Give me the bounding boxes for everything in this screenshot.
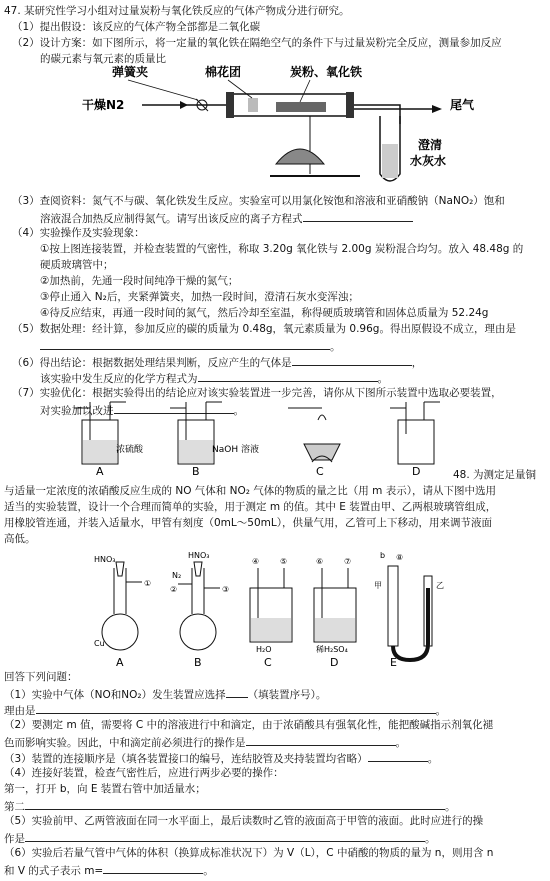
- q48-a4: （4）连接好装置，检查气密性后，应进行两步必要的操作：: [4, 767, 284, 779]
- q47-step4-2: ②加热前，先通一段时间纯净干燥的氮气；: [40, 275, 239, 287]
- letter-b: B: [192, 465, 200, 475]
- limewater-label-2: 水灰水: [410, 154, 447, 168]
- q48-a1-reason: 理由是 。: [4, 702, 446, 720]
- heating-setup-c-icon: [288, 408, 340, 462]
- letter-d-48: D: [330, 656, 339, 668]
- answer-blank-reason[interactable]: [40, 338, 330, 350]
- answer-blank-device[interactable]: [226, 686, 248, 698]
- port-5: ⑤: [280, 557, 288, 566]
- q47-intro: 47. 某研究性学习小组对过量炭粉与氧化铁反应的气体产物成分进行研究。: [4, 5, 350, 17]
- q47-step4: （4）实验操作及实验现象：: [12, 227, 145, 239]
- flask-b-icon: [178, 562, 220, 650]
- q48-a5-cont: 作是 。: [4, 830, 436, 848]
- letter-a-48: A: [116, 656, 124, 668]
- h2o-label: H₂O: [256, 645, 272, 654]
- port-7: ⑦: [344, 557, 352, 566]
- bottle-d-icon: [390, 402, 440, 464]
- q47-step7: （7）实验优化：根据实验得出的结论应对该实验装置进一步完善，请你从下图所示装置中选取必要装置，: [12, 387, 502, 399]
- q48-para-1: 与适量一定浓度的浓硝酸反应生成的 NO 气体和 NO₂ 气体的物质的量之比（用 m 表示），请从下图中选用: [4, 485, 496, 497]
- q48-para-4: 高低。: [4, 533, 36, 545]
- answer-blank-device-reason[interactable]: [36, 702, 436, 714]
- letter-a: A: [96, 465, 104, 475]
- tube-yi-label: 乙: [436, 581, 444, 590]
- limewater-label-1: 澄清: [418, 138, 443, 152]
- spring-clip-label: 弹簧夹: [112, 65, 149, 79]
- tube-jia-label: 甲: [374, 581, 382, 590]
- dry-n2-label: 干燥N2: [82, 98, 125, 112]
- q48-a2-cont: 色而影响实验。因此，中和滴定前必须进行的操作是 。: [4, 734, 406, 752]
- q48-para-2: 适当的实验装置，设计一个合理而简单的实验，用于测定 m 的值。其中 E 装置由甲、乙两根玻璃管组成，: [4, 501, 497, 513]
- answer-blank-pre-titration[interactable]: [246, 734, 396, 746]
- answer-blank-connection-order[interactable]: [368, 750, 428, 762]
- apparatus-figure-2: [60, 400, 460, 475]
- q48-answer-head: 回答下列问题：: [4, 671, 78, 683]
- q48-a4-first: 第一，打开 b，向 E 装置右管中加适量水；: [4, 783, 206, 795]
- q47-step2-cont: 的碳元素与氧元素的质量比: [40, 53, 166, 65]
- q48-a1: （1）实验中气体（NO和NO₂）发生装置应选择 （填装置序号）。: [4, 686, 326, 704]
- alcohol-lamp-icon: [276, 149, 324, 164]
- q47-step2: （2）设计方案：如下图所示，将一定量的氧化铁在隔绝空气的条件下与过量炭粉完全反应，测量参加反应: [12, 37, 502, 49]
- q48-head: 48. 为测定足量铜: [453, 469, 537, 481]
- port-2: ②: [170, 585, 178, 594]
- bottle-b-label: NaOH 溶液: [212, 445, 259, 455]
- port-8: ⑧: [396, 553, 404, 562]
- answer-blank-level-operation[interactable]: [25, 830, 425, 842]
- carbon-iron-oxide-label: 炭粉、氧化铁: [290, 65, 363, 79]
- answer-blank-m-expression[interactable]: [103, 862, 203, 874]
- q47-step4-3: ③停止通入 N₂后，夹紧弹簧夹，加热一段时间，澄清石灰水变浑浊；: [40, 291, 359, 303]
- answer-blank-gas[interactable]: [292, 354, 412, 366]
- flask-a-icon: [102, 562, 142, 650]
- q48-a6: （6）实验后若量气管中气体的体积（换算成标准状况下）为 V（L），C 中硝酸的物质的量为 n，则用含 n: [4, 847, 494, 859]
- q47-step7-cont: 对实验加以改进 。: [40, 402, 244, 420]
- letter-d: D: [412, 465, 421, 475]
- letter-c-48: C: [264, 656, 272, 668]
- bottle-a-label: 浓硫酸: [116, 445, 144, 455]
- answer-blank-ionic-equation[interactable]: [303, 210, 413, 222]
- q47-step3: （3）查阅资料：氮气不与碳、氧化铁发生反应。实验室可以用氯化铵饱和溶液和亚硝酸钠（NaNO₂）饱和: [12, 195, 505, 207]
- q48-a3: （3）装置的连接顺序是（填各装置接口的编号，连结胶管及夹持装置均省略） 。: [4, 750, 438, 768]
- q47-step1: （1）提出假设：该反应的气体产物全部都是二氧化碳: [12, 21, 261, 33]
- n2-label: N₂: [172, 571, 182, 580]
- bottle-d-48-icon: [314, 568, 356, 642]
- q47-step5-blank-line: 。: [40, 338, 341, 356]
- port-4: ④: [252, 557, 260, 566]
- valve-b-label: b: [380, 551, 386, 560]
- letter-e-48: E: [390, 656, 397, 668]
- q47-step3-cont: 溶液混合加热反应制得氮气。请写出该反应的离子方程式: [40, 210, 413, 228]
- letter-b-48: B: [194, 656, 202, 668]
- q48-a6-cont: 和 V 的式子表示 m= 。: [4, 862, 214, 880]
- q47-step6: （6）得出结论：根据数据处理结果判断，反应产生的气体是 ，: [12, 354, 422, 372]
- hno3-label-b: HNO₃: [188, 551, 210, 560]
- q47-step4-1: ①按上图连接装置，并检查装置的气密性，称取 3.20g 氧化铁与 2.00g 炭粉混合均匀。放入 48.48g 的: [40, 243, 524, 255]
- hno3-label-a: HNO₃: [94, 555, 116, 564]
- q48-para-3: 用橡胶管连通，并装入适量水，甲管有刻度（0mL～50mL），供量气用，乙管可上下移动，用来调节液面: [4, 517, 492, 529]
- answer-blank-equation[interactable]: [198, 370, 378, 382]
- answer-blank-second-step[interactable]: [25, 798, 445, 810]
- q47-step4-1-cont: 硬质玻璃管中；: [40, 259, 114, 271]
- q47-step6-cont: 该实验中发生反应的化学方程式为 。: [40, 370, 388, 388]
- cu-label: Cu: [94, 639, 105, 648]
- port-6: ⑥: [316, 557, 324, 566]
- apparatus-figure-3: [80, 548, 450, 668]
- q48-a4-second: 第二 。: [4, 798, 456, 816]
- dilute-h2so4-label: 稀H₂SO₄: [316, 645, 348, 654]
- q48-a5: （5）实验前甲、乙两管液面在同一水平面上，最后读数时乙管的液面高于甲管的液面。此时应进行的操: [4, 815, 484, 827]
- cotton-label: 棉花团: [205, 65, 242, 79]
- q48-a2: （2）要测定 m 值，需要将 C 中的溶液进行中和滴定，由于浓硝酸具有强氧化性，能把酸碱指示剂氧化褪: [4, 719, 494, 731]
- bottle-c-icon: [250, 568, 292, 642]
- gas-burette-e-icon: [388, 566, 432, 660]
- port-3: ③: [222, 585, 230, 594]
- q47-step5: （5）数据处理：经计算，参加反应的碳的质量为 0.48g，氧元素质量为 0.96g。得出原假设不成立，理由是: [12, 323, 516, 335]
- q47-step4-4: ④待反应结束，再通一段时间的氮气，然后冷却至室温，称得硬质玻璃管和固体总质量为 52.24g: [40, 307, 489, 319]
- tail-gas-label: 尾气: [450, 98, 475, 112]
- letter-c: C: [316, 465, 324, 475]
- port-1: ①: [144, 579, 152, 588]
- apparatus-figure-1: [80, 64, 500, 192]
